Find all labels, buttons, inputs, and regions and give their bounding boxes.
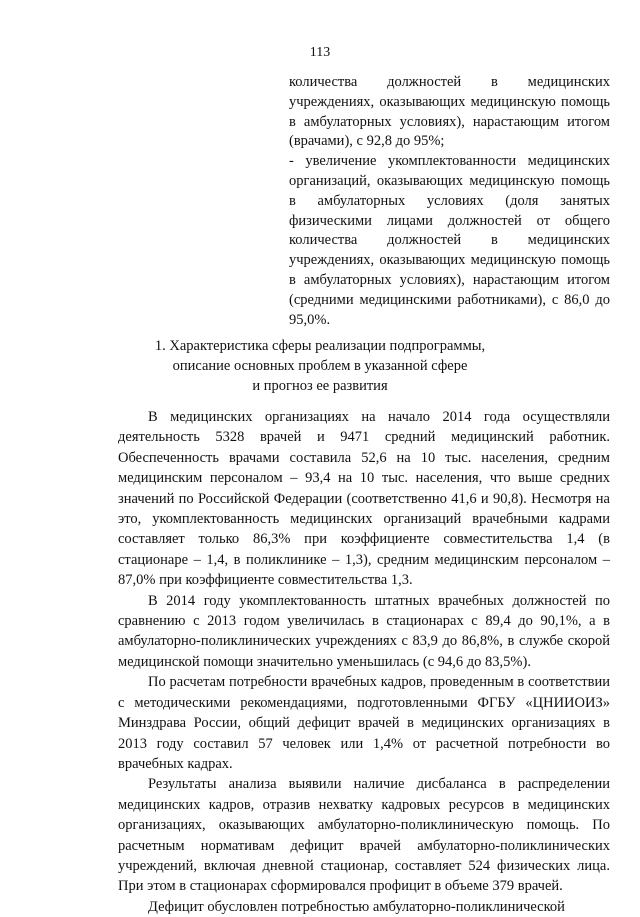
body-paragraph: Результаты анализа выявили наличие дисбаланса в распределении медицинских кадров, отразив нехватку кадровых ресурсов в медицинских организациях, оказывающих амбулаторно-поликлиническую помощь. По расчетным нормативам дефицит врачей амбулаторно-поликлинических учреждений, включая дневной стационар, составляет 524 физических лица. При этом в стационарах сформировался профицит в объеме 379 врачей. xyxy=(118,776,610,895)
continuation-paragraph: - увеличение укомплектованности медицинских организаций, оказывающих медицинскую помощь в амбулаторных условиях (доля занятых физическими лицами должностей от общего количества должностей в медицинских учреждениях, оказывающих медицинскую помощь в амбулаторных условиях), нарастающим итогом (средними медицинскими работниками), с 86,0 до 95,0%. xyxy=(289,153,610,328)
body-paragraph: В медицинских организациях на начало 2014 года осуществляли деятельность 5328 врачей и 9471 средний медицинский работник. Обеспеченность врачами составила 52,6 на 10 тыс. населения, средним медицинским персоналом – 93,4 на 10 тыс. населения, что выше средних значений по Российской Федерации (соответственно 41,6 и 90,8). Несмотря на это, укомплектованность медицинских организаций врачебными кадрами составляет только 86,3% при коэффициенте совместительства 1,4 (в стационаре – 1,4, в поликлинике – 1,3), средним медицинским персоналом – 87,0% при коэффициенте совместительства 1,3. xyxy=(118,409,610,589)
body-text xyxy=(118,407,610,917)
body-paragraph: По расчетам потребности врачебных кадров, проведенным в соответствии с методическими рекомендациями, подготовленными ФГБУ «ЦНИИОИЗ» Минздрава России, общий дефицит врачей в медицинских организациях в 2013 году составил 57 человек или 1,4% от расчетной потребности во врачебных кадрах. xyxy=(118,674,610,772)
section-heading-line: описание основных проблем в указанной сфере xyxy=(172,357,468,374)
continuation-paragraph: количества должностей в медицинских учреждениях, оказывающих медицинскую помощь в амбулаторных условиях), нарастающим итогом (врачами), с 92,8 до 95%; xyxy=(289,74,610,150)
continuation-column xyxy=(289,73,610,330)
section-heading-line: и прогноз ее развития xyxy=(252,377,388,394)
section-heading-line: 1. Характеристика сферы реализации подпрограммы, xyxy=(154,338,486,354)
section-heading xyxy=(60,337,580,396)
page-number: 113 xyxy=(309,45,331,60)
body-paragraph: Дефицит обусловлен потребностью амбулаторно-поликлинической xyxy=(148,898,565,915)
body-paragraph: В 2014 году укомплектованность штатных врачебных должностей по сравнению с 2013 годом увеличилась в стационарах с 89,4 до 90,1%, а в амбулаторно-поликлинических учреждениях с 83,9 до 86,8%, в службе скорой медицинской помощи значительно уменьшилась (с 94,6 до 83,5%). xyxy=(118,592,610,670)
